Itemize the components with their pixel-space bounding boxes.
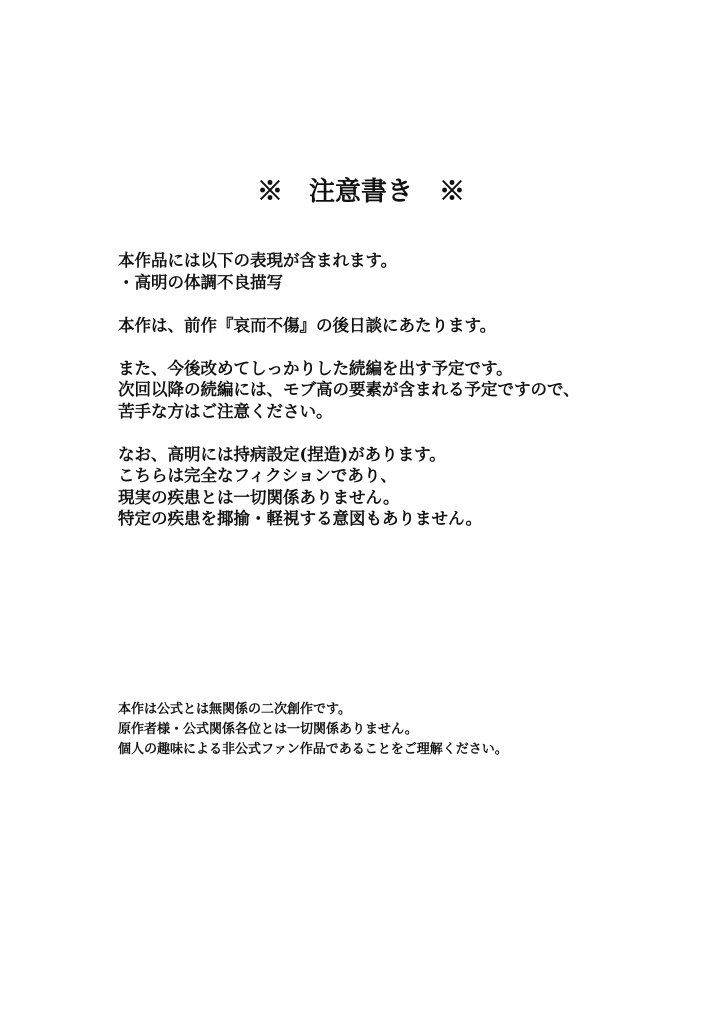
footer-line: 本作は公式とは無関係の二次創作です。 <box>118 702 351 717</box>
text-line: なお、高明には持病設定(捏造)があります。 <box>118 444 446 464</box>
paragraph-future-plans <box>118 358 708 423</box>
paragraph-sequel-note <box>118 315 708 337</box>
notice-body <box>118 250 708 551</box>
text-line: 現実の疾患とは一切関係ありません。 <box>118 487 400 507</box>
text-line: 本作は、前作『哀而不傷』の後日談にあたります。 <box>118 315 497 335</box>
text-line: ・高明の体調不良描写 <box>118 272 283 292</box>
paragraph-content-warning <box>118 250 708 293</box>
text-line: 苦手な方はご注意ください。 <box>118 401 333 421</box>
paragraph-illness-disclaimer <box>118 444 708 530</box>
text-line: こちらは完全なフィクションであり、 <box>118 466 397 485</box>
footer-line: 原作者様・公式関係各位とは一切関係ありません。 <box>118 722 418 737</box>
text-line: 特定の疾患を揶揄・軽視する意図もありません。 <box>118 509 482 528</box>
text-line: また、今後改めてしっかりした続編を出す予定です。 <box>118 358 513 378</box>
footer-line: 個人の趣味による非公式ファン作品であることをご理解ください。 <box>118 742 508 757</box>
page-title: ※ 注意書き ※ <box>256 177 465 207</box>
text-line: 本作品には以下の表現が含まれます。 <box>118 251 398 270</box>
text-line: 次回以降の続編には、モブ高の要素が含まれる予定ですので、 <box>118 380 580 399</box>
fan-work-disclaimer <box>118 700 708 760</box>
